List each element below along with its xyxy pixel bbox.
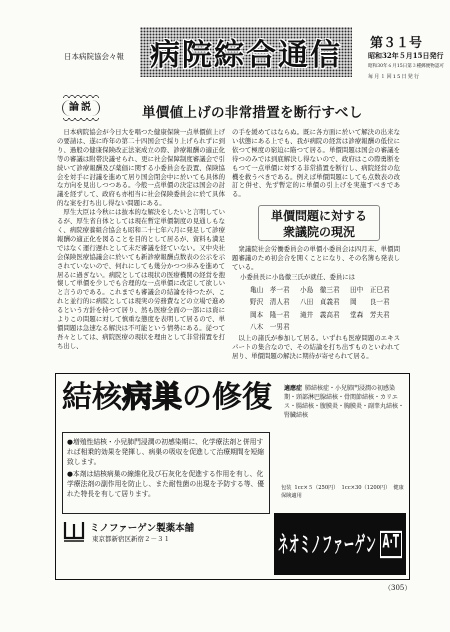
member-name: 八木 一男君 [250,323,290,332]
editorial-title: 単價値上げの非常措置を断行すべし [142,105,363,121]
member-name: 野沢 清人君 [250,298,290,307]
product-suffix: A·T [380,530,403,557]
ad-bullet: ●増殖性結核・小兒肺門浸潤の初感染期に、化学療法剤と併用すれば相乗的効果を発揮し、病巣の吸収を促進して治療期間を短縮致します。 [67,438,265,466]
publication-date: 昭和32年５月15日発行 [368,51,444,60]
section-heading-line: 単價問題に対する [270,209,367,223]
editorial-label-frame [60,93,102,125]
ad-indications [284,384,406,424]
postal-permit-note: 昭和30年６月15日第３種郵便物認可 [368,64,445,69]
ornament-top [63,93,99,98]
member-name: 八田 貞義君 [300,298,340,307]
paragraph: の手を緩めてはならぬ。既に各方面に於いて解決の出来ない状態にある上でも、我が病院の経営は診療報酬の低位に依つて極度の窮迫に陥つて居る。単價問題は国会の審議を待つのみでは到底解決し得ないので、政府はこの際勇断をもつて一点単價に対する非常措置を断行し、病院経営の危機を救うべきである。例えば単價問題にしても点数表の改訂と併せ、先ず暫定的に単價の引上げを実施すべきである。 [232,128,400,199]
insurance-note: 健康保険適用 [281,485,404,499]
issue-number: 第３１号 [370,36,423,51]
members-intro: 小委員長に小島徹三氏が就任、委員には [240,273,356,281]
indications-label: 適應症 [284,385,303,392]
editorial-right-column [232,128,400,202]
company-name: ミノファーゲン製薬本舗 [90,523,195,534]
ad-package-info [281,484,407,502]
editorial-left-column [57,128,225,370]
member-name: 亀山 孝一君 [250,286,290,294]
ornament-bottom [63,118,99,123]
section-closing [232,334,400,370]
member-name: 滝井 義高君 [300,310,340,319]
advertisement [55,373,410,580]
masthead-box [140,27,352,77]
member-name: 小島 徹三君 [300,286,340,294]
package-item: 1cc×30（1200円） [341,485,391,491]
ad-description-box [62,432,270,514]
paragraph: 日本病院協会が今日大を唱つた健康保険一点単價値上げの要請は、遂に昨年の第二十四国会で採り上げられずに到り、過般の健康保険改正法案成立の際、診療報酬の適正化等の審議は附帯決議せられ、更に社会保障制度審議会で引続いて診療報酬及び薬価に関する小委員会を設置、保険協会を対手に討議を進めて居り国会閉会中に於いても具体的な方向を見出しつつある。今般一点単價の決定は国会の討議を経ずして、政府も亦相当に社会保険委員会に於て具体的な案を打ち出し得ない問題にある。 [57,128,225,208]
ad-bullet: ●本剤は結核病巣の線維化及び石灰化を促進する作用を有し、化学療法剤の副作用を防止し、また耐性菌の出現を予防する等、優れた特長を有して居ります。 [67,470,265,498]
committee-member-list [250,284,400,334]
section-intro [232,245,400,272]
package-label: 包装 [281,485,292,491]
package-item: 1cc×５（250円） [294,485,339,491]
publication-frequency: 毎月１回15日発行 [368,74,421,80]
paragraph: 衆議院社会労働委員会の単價小委員会は四月末、単價問題審議のため初会合を開くことになり、その名簿も発表している。 [232,245,400,271]
ad-headline-part: 病巣 [122,380,182,415]
newsletter-title: 病院綜合通信 [150,38,342,73]
ad-headline [62,378,272,418]
paragraph: 厚生大臣は今秋には抜本的な解決をしたいと言明しているが、厚生省自体としては現在暫定単價制度の見通しもなく、病院療養組合協会も昭和二十七年六月に発足して診療報酬の適正化を図ることを目的として居るが、資料も満足ではなく運行遅れとして未だ審議を経ていない。又中央社会保険医療協議会に於いても新診療報酬点数表の公示を示されていないので、何れにしても幾分かつつ歩みを進めて居るに過ぎない。病院としては現状の医療機関の経営を抱懐して単價を少しでも合理的な一点単價に改定して欲しいと言うのである。これまでも審議会の結論を待つたが、これと並行的に病院としては現実の労務費などの立場で進めるという方針を持つて居り、然も医療全面の一部には資によりこの問題に対して慎重な態度を表明して居るので、単價問題は急速なる解決は不可能という情勢にある。従つて吾々としては、病院医療の現状を理由として非常措置を打ち出し、 [57,208,225,350]
ad-headline-part: の修復 [182,380,272,415]
page-number: （305） [384,584,412,592]
editorial-label: 論説 [62,100,100,116]
association-bulletin-label: 日本病院協会々報 [64,52,124,61]
member-name: 田中 正巳君 [350,286,390,294]
product-name-panel [274,513,406,575]
paragraph: 以上の諸氏が参加して居る。いずれも医療問題のエキスパートの集合なので、その結論を打ち出すものといわれて居り、単價問題の解決に期待が寄せられて居る。 [232,334,400,360]
member-name: 岡本 隆一君 [250,310,290,319]
member-name: 岡 良一君 [350,298,390,307]
company-address: 東京都新宿区新宿２－３１ [92,535,170,543]
section-heading [258,205,380,241]
section-heading-line: 衆議院の現況 [282,225,355,239]
company-logo-icon [62,519,86,543]
member-name: 堂森 芳夫君 [350,310,390,319]
indications-text: 肺結核症・小兒肺門浸潤の初感染期・頸部淋巴腺結核・骨関節結核・カリエス・腸結核・腹膜炎・胸膜炎・副睾丸結核・腎臓結核 [284,385,405,419]
product-name: ネオミノファーゲン [277,532,377,558]
ad-headline-part: 結核 [62,380,122,415]
